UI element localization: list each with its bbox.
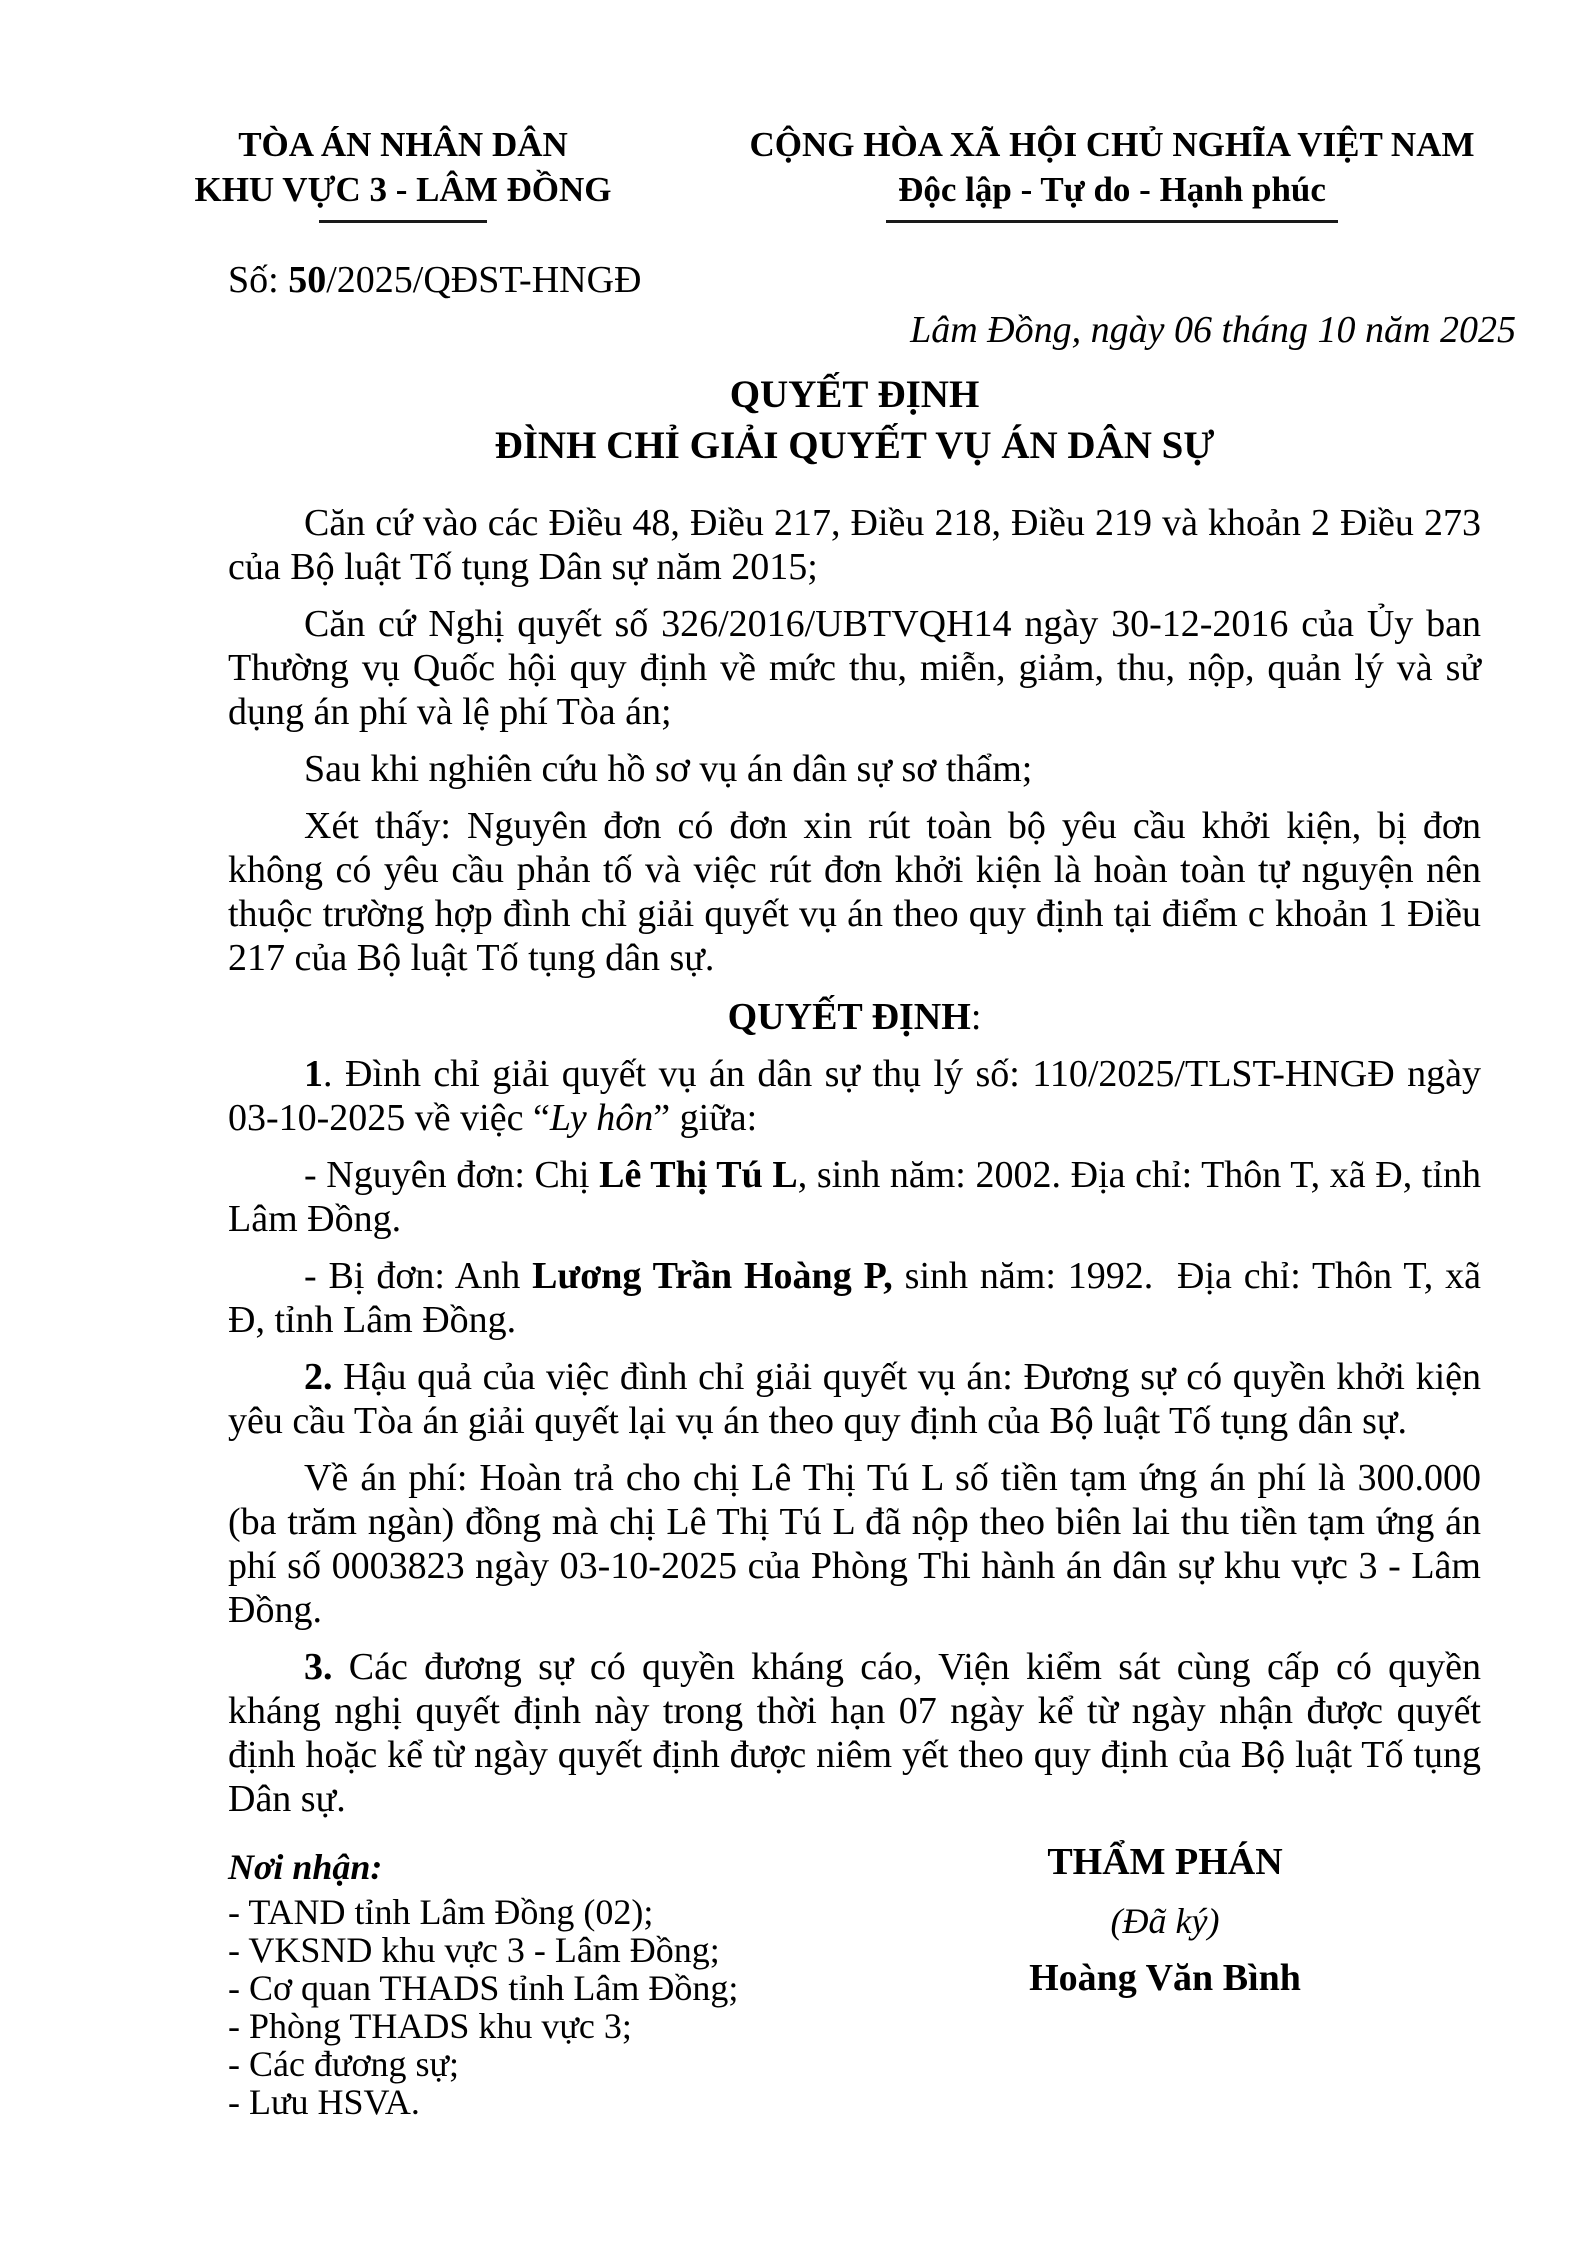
item3-text: Các đương sự có quyền kháng cáo, Viện kiểm sát cùng cấp có quyền kháng nghị quyết định này trong thời hạn 07 ngày kể từ ngày nhận được quyết định hoặc kể từ ngày quyết định được niêm yết theo quy định của Bộ luật Tố tụng Dân sự.	[228, 1646, 1481, 1820]
court-name-line2: KHU VỰC 3 - LÂM ĐỒNG	[194, 170, 612, 209]
document-body	[228, 501, 1481, 1821]
item2-number: 2.	[304, 1356, 333, 1398]
decision-heading	[228, 995, 1481, 1039]
signed-note: (Đã ký)	[1110, 1901, 1220, 1941]
signer-title: THẨM PHÁN	[1047, 1841, 1283, 1883]
item1-number: 1	[304, 1053, 323, 1095]
item2-text: Hậu quả của việc đình chỉ giải quyết vụ án: Đương sự có quyền khởi kiện yêu cầu Tòa án giải quyết lại vụ án theo quy định của Bộ luật Tố tụng dân sự.	[228, 1356, 1481, 1442]
plaintiff-label: - Nguyên đơn: Chị	[304, 1154, 600, 1196]
defendant-name: Lương Trần Hoàng P,	[532, 1255, 893, 1297]
preamble-paragraph-4: Xét thấy: Nguyên đơn có đơn xin rút toàn bộ yêu cầu khởi kiện, bị đơn không có yêu cầu phản tố và việc rút đơn khởi kiện là hoàn toàn tự nguyện nên thuộc trường hợp đình chỉ giải quyết vụ án theo quy định tại điểm c khoản 1 Điều 217 của Bộ luật Tố tụng dân sự.	[228, 805, 1481, 979]
document-footer	[228, 1841, 1481, 2175]
case-number-suffix: /2025/QĐST-HNGĐ	[326, 259, 642, 301]
preamble-paragraph-3: Sau khi nghiên cứu hồ sơ vụ án dân sự sơ thẩm;	[304, 748, 1033, 790]
motto-line: Độc lập - Tự do - Hạnh phúc	[898, 170, 1326, 209]
plaintiff-name: Lê Thị Tú L	[599, 1154, 798, 1196]
document-header	[0, 0, 1586, 223]
item1-text-end: ” giữa:	[653, 1097, 758, 1139]
recipient-item: - Lưu HSVA.	[228, 2082, 420, 2122]
title-line1: QUYẾT ĐỊNH	[729, 373, 980, 416]
preamble-paragraph-1: Căn cứ vào các Điều 48, Điều 217, Điều 218, Điều 219 và khoản 2 Điều 273 của Bộ luật Tố tụng Dân sự năm 2015;	[228, 502, 1481, 588]
defendant-label: - Bị đơn: Anh	[304, 1255, 533, 1297]
item1-text: . Đình chỉ giải quyết vụ án dân sự thụ lý số: 110/2025/TLST-HNGĐ ngày 03-10-2025 về việc “	[228, 1053, 1481, 1139]
preamble-paragraph-2: Căn cứ Nghị quyết số 326/2016/UBTVQH14 ngày 30-12-2016 của Ủy ban Thường vụ Quốc hội quy định về mức thu, miễn, giảm, thu, nộp, quản lý và sử dụng án phí và lệ phí Tòa án;	[228, 603, 1481, 733]
plaintiff-details: , sinh năm: 2002. Địa chỉ: Thôn T, xã Đ, tỉnh Lâm Đồng.	[228, 1154, 1481, 1240]
decision-heading-colon: :	[970, 996, 982, 1038]
recipient-item: - Phòng THADS khu vực 3;	[228, 2006, 632, 2046]
decision-item-3	[228, 1645, 1481, 1821]
document-title	[228, 369, 1481, 471]
case-number-line	[228, 257, 1586, 303]
republic-line: CỘNG HÒA XÃ HỘI CHỦ NGHĨA VIỆT NAM	[749, 125, 1475, 164]
case-number-label: Số:	[228, 259, 289, 301]
title-line2: ĐÌNH CHỈ GIẢI QUYẾT VỤ ÁN DÂN SỰ	[494, 424, 1215, 467]
court-name-line1: TÒA ÁN NHÂN DÂN	[238, 125, 568, 164]
item3-number: 3.	[304, 1646, 333, 1688]
item1-case-type: Ly hôn	[549, 1097, 654, 1139]
recipients-label: Nơi nhận:	[228, 1847, 383, 1887]
court-underline	[319, 220, 487, 223]
defendant-details: sinh năm: 1992. Địa chỉ: Thôn T, xã Đ, tỉnh Lâm Đồng.	[228, 1255, 1481, 1341]
plaintiff-paragraph	[228, 1153, 1481, 1241]
signer-name: Hoàng Văn Bình	[1029, 1957, 1301, 1999]
motto-underline	[886, 220, 1338, 223]
signature-block	[930, 1839, 1400, 2001]
decision-item-1	[228, 1052, 1481, 1140]
recipient-item: - TAND tỉnh Lâm Đồng (02);	[228, 1892, 654, 1932]
place-date-line: Lâm Đồng, ngày 06 tháng 10 năm 2025	[910, 309, 1516, 351]
recipient-item: - Cơ quan THADS tỉnh Lâm Đồng;	[228, 1968, 739, 2008]
recipient-item: - Các đương sự;	[228, 2044, 460, 2084]
decision-item-2	[228, 1355, 1481, 1443]
case-number-value: 50	[288, 259, 327, 301]
decision-heading-text: QUYẾT ĐỊNH	[727, 996, 971, 1038]
national-header-block	[714, 122, 1510, 223]
recipient-item: - VKSND khu vực 3 - Lâm Đồng;	[228, 1930, 720, 1970]
fee-paragraph: Về án phí: Hoàn trả cho chị Lê Thị Tú L số tiền tạm ứng án phí là 300.000 (ba trăm ngàn) đồng mà chị Lê Thị Tú L đã nộp theo biên lai thu tiền tạm ứng án phí số 0003823 ngày 03-10-2025 của Phòng Thi hành án dân sự khu vực 3 - Lâm Đồng.	[228, 1457, 1481, 1631]
defendant-paragraph	[228, 1254, 1481, 1342]
issuing-court-block	[168, 122, 638, 223]
